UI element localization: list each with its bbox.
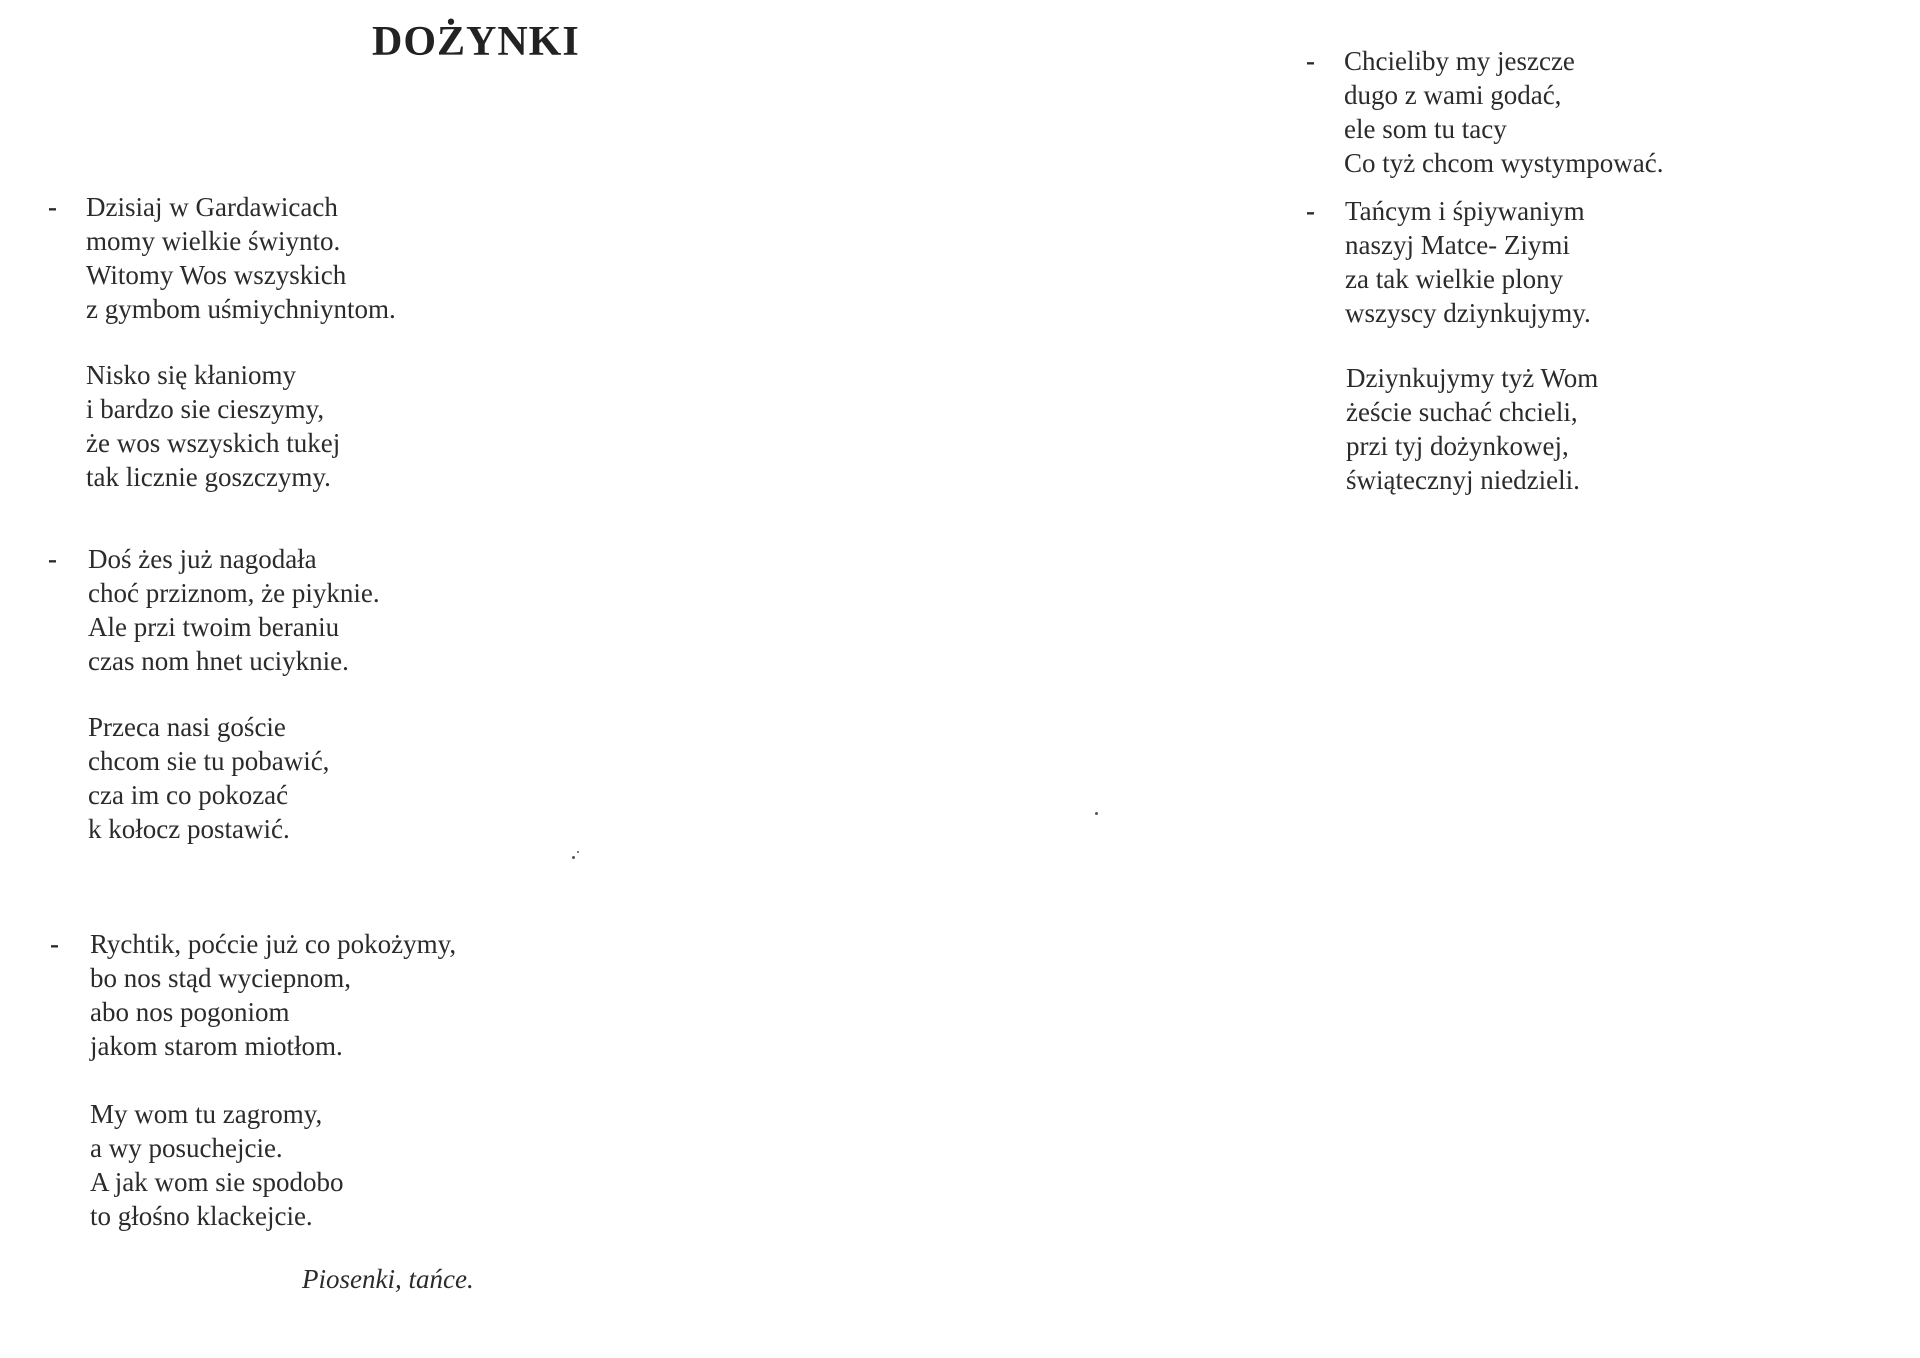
- stanza-right-1: [1344, 44, 1663, 180]
- stanza-left-3: [88, 542, 380, 678]
- verse-line: My wom tu zagromy,: [90, 1099, 323, 1129]
- verse-line: Co tyż chcom wystympować.: [1344, 148, 1664, 178]
- verse-line: ele som tu tacy: [1344, 114, 1507, 144]
- stage-direction: Piosenki, tańce.: [302, 1264, 474, 1294]
- verse-line: świątecznyj niedzieli.: [1346, 465, 1580, 495]
- verse-line: abo nos pogoniom: [90, 997, 290, 1027]
- verse-line: momy wielkie świynto.: [86, 226, 341, 256]
- verse-line: czas nom hnet uciyknie.: [88, 646, 349, 676]
- dash-marker: -: [1306, 46, 1315, 76]
- page-title: DOŻYNKI: [372, 19, 580, 65]
- dash-marker: -: [50, 929, 59, 959]
- dash-marker: -: [1306, 196, 1315, 226]
- stanza-left-5: [90, 927, 456, 1063]
- verse-line: i bardzo sie cieszymy,: [86, 394, 325, 424]
- verse-line: wszyscy dziynkujymy.: [1345, 298, 1591, 328]
- verse-line: chcom sie tu pobawić,: [88, 746, 330, 776]
- verse-line: że wos wszyskich tukej: [86, 428, 341, 458]
- verse-line: Chcieliby my jeszcze: [1344, 46, 1575, 76]
- verse-line: żeście suchać chcieli,: [1346, 397, 1578, 427]
- verse-line: tak licznie goszczymy.: [86, 462, 331, 492]
- verse-line: naszyj Matce- Ziymi: [1345, 230, 1570, 260]
- verse-line: Dziynkujymy tyż Wom: [1346, 363, 1599, 393]
- verse-line: a wy posuchejcie.: [90, 1133, 283, 1163]
- verse-line: bo nos stąd wyciepnom,: [90, 963, 351, 993]
- stanza-left-1: [86, 190, 396, 326]
- verse-line: z gymbom uśmiychniyntom.: [86, 294, 396, 324]
- verse-line: A jak wom sie spodobo: [90, 1167, 344, 1197]
- verse-line: Nisko się kłaniomy: [86, 360, 296, 390]
- scan-speck: [1095, 812, 1098, 815]
- verse-line: Tańcym i śpiywaniym: [1345, 196, 1585, 226]
- verse-line: Dzisiaj w Gardawicach: [86, 192, 338, 222]
- verse-line: Witomy Wos wszyskich: [86, 260, 347, 290]
- verse-line: Ale przi twoim beraniu: [88, 612, 340, 642]
- stanza-left-6: [90, 1097, 344, 1233]
- dash-marker: -: [48, 192, 57, 222]
- verse-line: przi tyj dożynkowej,: [1346, 431, 1569, 461]
- verse-line: cza im co pokozać: [88, 780, 289, 810]
- verse-line: jakom starom miotłom.: [90, 1031, 343, 1061]
- verse-line: za tak wielkie plony: [1345, 264, 1564, 294]
- stanza-right-2: [1345, 194, 1591, 330]
- verse-line: k kołocz postawić.: [88, 814, 290, 844]
- scan-speck: [572, 856, 575, 859]
- scan-speck: [577, 851, 579, 853]
- verse-line: choć prziznom, że piyknie.: [88, 578, 380, 608]
- stanza-right-3: [1346, 361, 1598, 497]
- stanza-left-4: [88, 710, 329, 846]
- verse-line: Doś żes już nagodała: [88, 544, 317, 574]
- stanza-left-2: [86, 358, 340, 494]
- verse-line: Przeca nasi goście: [88, 712, 286, 742]
- verse-line: Rychtik, poćcie już co pokożymy,: [90, 929, 457, 959]
- verse-line: dugo z wami godać,: [1344, 80, 1562, 110]
- verse-line: to głośno klackejcie.: [90, 1201, 313, 1231]
- dash-marker: -: [48, 544, 57, 574]
